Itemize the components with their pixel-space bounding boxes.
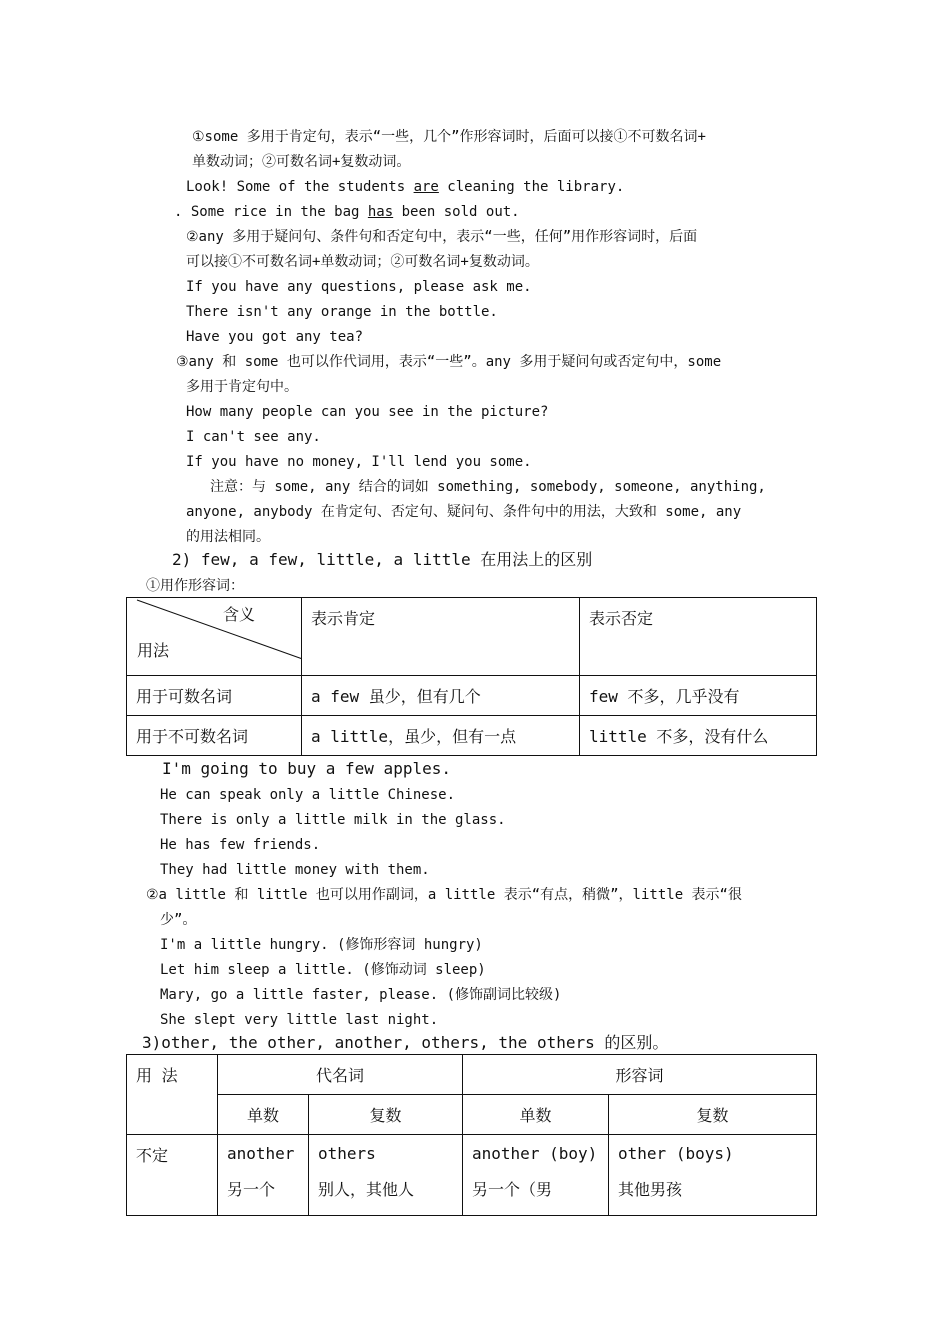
example-cant-see: I can't see any. bbox=[186, 429, 321, 445]
note-line-2: anyone, anybody 在肯定句、否定句、疑问句、条件句中的用法，大致和 some, any bbox=[186, 504, 742, 520]
row-countable-affirmative: a few 虽少，但有几个 bbox=[302, 676, 580, 716]
example-little-money: They had little money with them. bbox=[160, 862, 430, 878]
example-tea: Have you got any tea? bbox=[186, 329, 364, 345]
example-slept: She slept very little last night. bbox=[160, 1012, 439, 1028]
other-another-table bbox=[126, 1054, 817, 1216]
example-faster: Mary, go a little faster, please. (修饰副词比较级) bbox=[160, 987, 562, 1003]
header-adjective-plural: 复数 bbox=[609, 1095, 817, 1135]
example-milk: There is only a little milk in the glass. bbox=[160, 812, 506, 828]
note-line-3: 的用法相同。 bbox=[186, 529, 270, 545]
header-usage: 用法 bbox=[137, 641, 170, 660]
example-look: Look! Some of the students are cleaning the library. bbox=[186, 179, 625, 195]
row-uncountable-usage: 用于不可数名词 bbox=[127, 716, 302, 756]
adjective-usage-subheading: ①用作形容词： bbox=[146, 578, 244, 594]
note-line-1: 注意：与 some, any 结合的词如 something, somebody, someone, anything, bbox=[210, 479, 766, 495]
row-uncountable-affirmative: a little，虽少，但有一点 bbox=[302, 716, 580, 756]
example-chinese: He can speak only a little Chinese. bbox=[160, 787, 456, 803]
adverb-rule-line-1: ②a little 和 little 也可以用作副词，a little 表示“有点，稍微”，little 表示“很 bbox=[146, 887, 742, 903]
example-friends: He has few friends. bbox=[160, 837, 321, 853]
header-adjective-singular: 单数 bbox=[463, 1095, 609, 1135]
header-pronoun-singular: 单数 bbox=[218, 1095, 309, 1135]
some-rule-line-1: ①some 多用于肯定句，表示“一些，几个”作形容词时，后面可以接①不可数名词+ bbox=[192, 129, 706, 145]
cell-another-adjective: another (boy) 另一个（男 bbox=[463, 1135, 609, 1216]
underlined-has: has bbox=[367, 204, 394, 220]
cell-other-adjective: other (boys) 其他男孩 bbox=[609, 1135, 817, 1216]
any-rule-line-2: 可以接①不可数名词+单数动词；②可数名词+复数动词。 bbox=[186, 254, 539, 270]
example-orange: There isn't any orange in the bottle. bbox=[186, 304, 498, 320]
header-meaning: 含义 bbox=[223, 605, 256, 624]
pronoun-rule-line-1: ③any 和 some 也可以作代词用，表示“一些”。any 多用于疑问句或否定句中，some bbox=[176, 354, 722, 370]
any-rule-line-1: ②any 多用于疑问句、条件句和否定句中，表示“一些，任何”用作形容词时，后面 bbox=[186, 229, 698, 245]
header-pronoun: 代名词 bbox=[218, 1055, 463, 1095]
section-2-heading: 2) few, a few, little, a little 在用法上的区别 bbox=[172, 550, 593, 569]
row-countable-negative: few 不多，几乎没有 bbox=[580, 676, 817, 716]
row-uncountable-negative: little 不多，没有什么 bbox=[580, 716, 817, 756]
header-affirmative: 表示肯定 bbox=[302, 598, 580, 676]
header-adjective: 形容词 bbox=[463, 1055, 817, 1095]
example-rice: . Some rice in the bag has been sold out. bbox=[174, 204, 520, 220]
cell-others-pronoun: others 别人，其他人 bbox=[309, 1135, 463, 1216]
adverb-rule-line-2: 少”。 bbox=[160, 912, 197, 928]
example-sleep: Let him sleep a little. (修饰动词 sleep) bbox=[160, 962, 486, 978]
example-money: If you have no money, I'll lend you some. bbox=[186, 454, 532, 470]
section-3-heading: 3)other, the other, another, others, the others 的区别。 bbox=[142, 1033, 669, 1052]
example-people: How many people can you see in the picture? bbox=[186, 404, 549, 420]
few-little-table bbox=[126, 597, 817, 756]
header-pronoun-plural: 复数 bbox=[309, 1095, 463, 1135]
header-usage-cell: 用 法 bbox=[127, 1055, 218, 1135]
cell-another-pronoun: another 另一个 bbox=[218, 1135, 309, 1216]
diagonal-line bbox=[127, 598, 302, 676]
header-negative: 表示否定 bbox=[580, 598, 817, 676]
underlined-are: are bbox=[413, 179, 439, 195]
diagonal-header-cell bbox=[127, 598, 302, 676]
example-questions: If you have any questions, please ask me. bbox=[186, 279, 532, 295]
example-apples: I'm going to buy a few apples. bbox=[162, 759, 451, 778]
row-indefinite-label: 不定 bbox=[127, 1135, 218, 1216]
row-countable-usage: 用于可数名词 bbox=[127, 676, 302, 716]
example-hungry: I'm a little hungry. (修饰形容词 hungry) bbox=[160, 937, 483, 953]
some-rule-line-2: 单数动词；②可数名词+复数动词。 bbox=[192, 154, 411, 170]
pronoun-rule-line-2: 多用于肯定句中。 bbox=[186, 379, 298, 395]
